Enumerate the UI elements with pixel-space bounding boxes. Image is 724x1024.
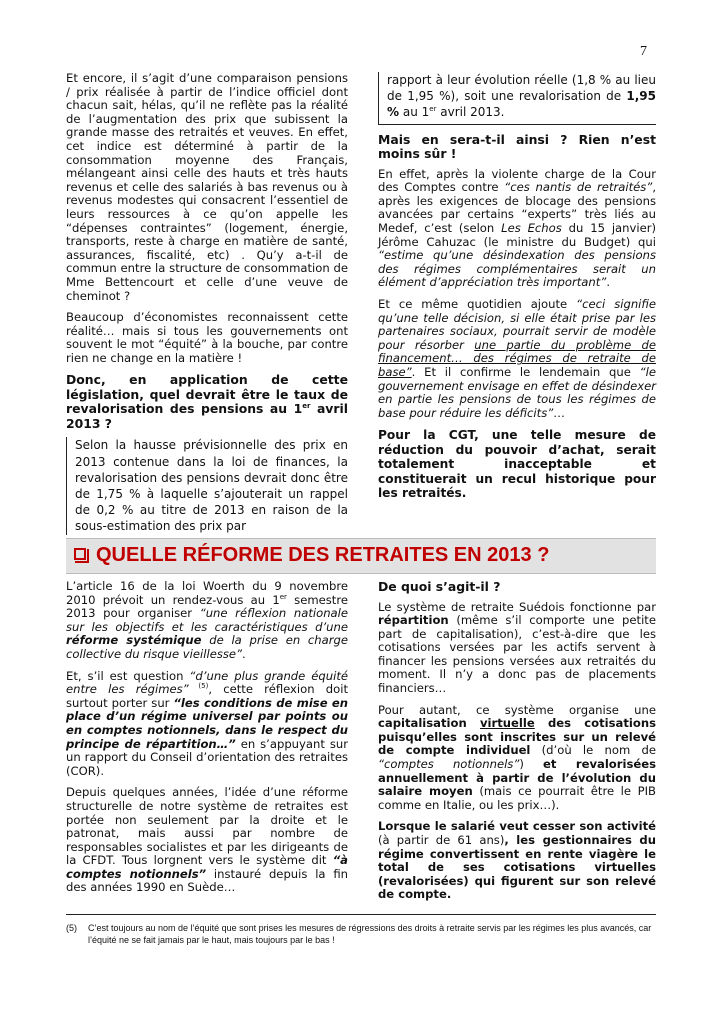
footnote-separator: [66, 914, 656, 915]
forecast-continued-text: rapport à leur évolution réelle (1,8 % au lieu de 1,95 %), soit une revalorisation de 1,95 % au 1er avril 2013.: [387, 73, 656, 120]
paragraph-quotidien: Et ce même quotidien ajoute “ceci signifie qu’une telle décision, si elle était prise par les partenaires sociaux, pourrait servir de modèle pour résorber une partie du problème de financement… des régimes de retraite de base”. Et il confirme le lendemain que “le gouvernement envisage en effet de désindexer en partie les pensions de tous les régimes de base pour réduire les déficits”…: [378, 296, 657, 420]
footnote-number: (5): [66, 923, 77, 933]
section-title: QUELLE RÉFORME DES RETRAITES EN 2013 ?: [96, 544, 550, 566]
page-number: 7: [640, 44, 647, 59]
paragraph-reforme-structurelle: Depuis quelques années, l’idée d’une réforme structurelle de notre système de retraites est portée non seulement par la droite et le patronat, mais aussi par nombre de responsables socialistes et par les dirigeants de la CFDT. Tous lorgnent vers le système dit “à comptes notionnels” instauré depuis la fin des années 1990 en Suède…: [66, 785, 348, 895]
paragraph-equite: Et, s’il est question “d’une plus grande équité entre les régimes” $^{(5)}$, cette réflexion doit surtout porter sur “les conditions de mise en place d’un régime universel par points ou en comptes notionnels, dans le respect du principe de répartition…” en s’appuyant sur un rapport du Conseil d’orientation des retraites (COR).: [66, 668, 349, 778]
forecast-text: Selon la hausse prévisionnelle des prix en 2013 contenue dans la loi de finances, la revalorisation des pensions devrait donc être de 1,75 % à laquelle s’ajouterait un rappel de 0,2 % au titre de 2013 en raison de la sous-estimation des prix par: [75, 438, 348, 534]
heading-revalorisation-rate: Donc, en application de cette législation, quel devrait être le taux de revalorisation des pensions au 1er avril 2013 ?: [66, 372, 348, 431]
footnote-text: C’est toujours au nom de l’équité que sont prises les mesures de régressions des droits à retraite servis par les régimes les plus avancés, car l’équité ne se fait jamais par le haut, mais toujours par le bas !: [88, 923, 652, 945]
left-column-top: [66, 72, 348, 535]
paragraph-rente-viagere: Lorsque le salarié veut cesser son activité (à partir de 61 ans), les gestionnaires du régime convertissent en rente viagère le total de ses cotisations virtuelles (revalorisées) qui figurent sur son relevé de compte.: [378, 819, 656, 902]
paragraph-cour-des-comptes: En effet, après la violente charge de la Cour des Comptes contre “ces nantis de retraités”, après les exigences de blocage des pensions avancées par certains “experts” très liés au Medef, c’est (selon Les Echos du 15 janvier) Jérôme Cahuzac (le ministre du Budget) qui “estime qu’une désindexation des pensions des régimes complémentaires serait un élément d’appréciation très important”.: [378, 166, 656, 290]
paragraph-systeme-suedois: Le système de retraite Suédois fonctionne par répartition (même s’il comporte une petite part de capitalisation), c’est-à-dire que les cotisations versées par les actifs servent à financer les pensions versées aux retraités du moment. Il n’y a donc pas de placements financiers…: [378, 599, 656, 696]
left-column-bottom: [66, 580, 348, 903]
checkbox-square-icon: [74, 548, 86, 560]
section-title-bar: [66, 538, 656, 574]
quote-box-forecast: [66, 437, 348, 534]
paragraph-cgt-position: Pour la CGT, une telle mesure de réduction du pouvoir d’achat, serait totalement inacceptable et constituerait un recul historique pour les retraités.: [378, 428, 656, 500]
heading-de-quoi: De quoi s’agit-il ?: [378, 579, 501, 594]
paragraph-loi-woerth: L’article 16 de la loi Woerth du 9 novembre 2010 prévoit un rendez-vous au 1er semestre 2013 pour organiser “une réflexion nationale sur les objectifs et les caractéristiques d’une réforme systémique de la prise en charge collective du risque vieillesse”.: [66, 579, 349, 661]
right-column-bottom: [378, 580, 656, 910]
paragraph-capitalisation-virtuelle: Pour autant, ce système organise une capitalisation virtuelle des cotisations puisqu’elles sont inscrites sur un relevé de compte individuel (d’où le nom de “comptes notionnels”) et revalorisées annuellement à partir de l’évolution du salaire moyen (mais ce pourrait être le PIB comme en Italie, ou les prix…).: [378, 702, 657, 812]
quote-box-forecast-continued: [378, 72, 656, 125]
heading-not-sure: Mais en sera-t-il ainsi ? Rien n’est moins sûr !: [378, 131, 656, 162]
paragraph-economists: Beaucoup d’économistes reconnaissent cette réalité… mais si tous les gouvernements ont souvent le mot “équité” à la bouche, par contre rien ne change en la matière !: [66, 310, 348, 365]
footnote: [66, 922, 656, 946]
right-column-top: [378, 72, 656, 508]
paragraph-price-index: Et encore, il s’agit d’une comparaison pensions / prix réalisée à partir de l’indice officiel dont chacun sait, hélas, qu’il ne reflète pas la réalité de l’augmentation des prix que subissent la grande masse des retraités et veuves. En effet, cet indice est déterminé à partir de la consommation moyenne des Français, mélangeant ainsi celle des hauts et très hauts revenus et celle des salariés à bas revenus ou à revenus modestes qui consacrent l’essentiel de leurs ressources à ce qu’on appelle les “dépenses contraintes” (logement, énergie, transports, reste à charge en matière de santé, assurances, fiscalité, etc) . Qu’y a-t-il de commun entre la structure de consommation de Mme Bettencourt et celle d’une veuve de cheminot ?: [66, 71, 348, 303]
